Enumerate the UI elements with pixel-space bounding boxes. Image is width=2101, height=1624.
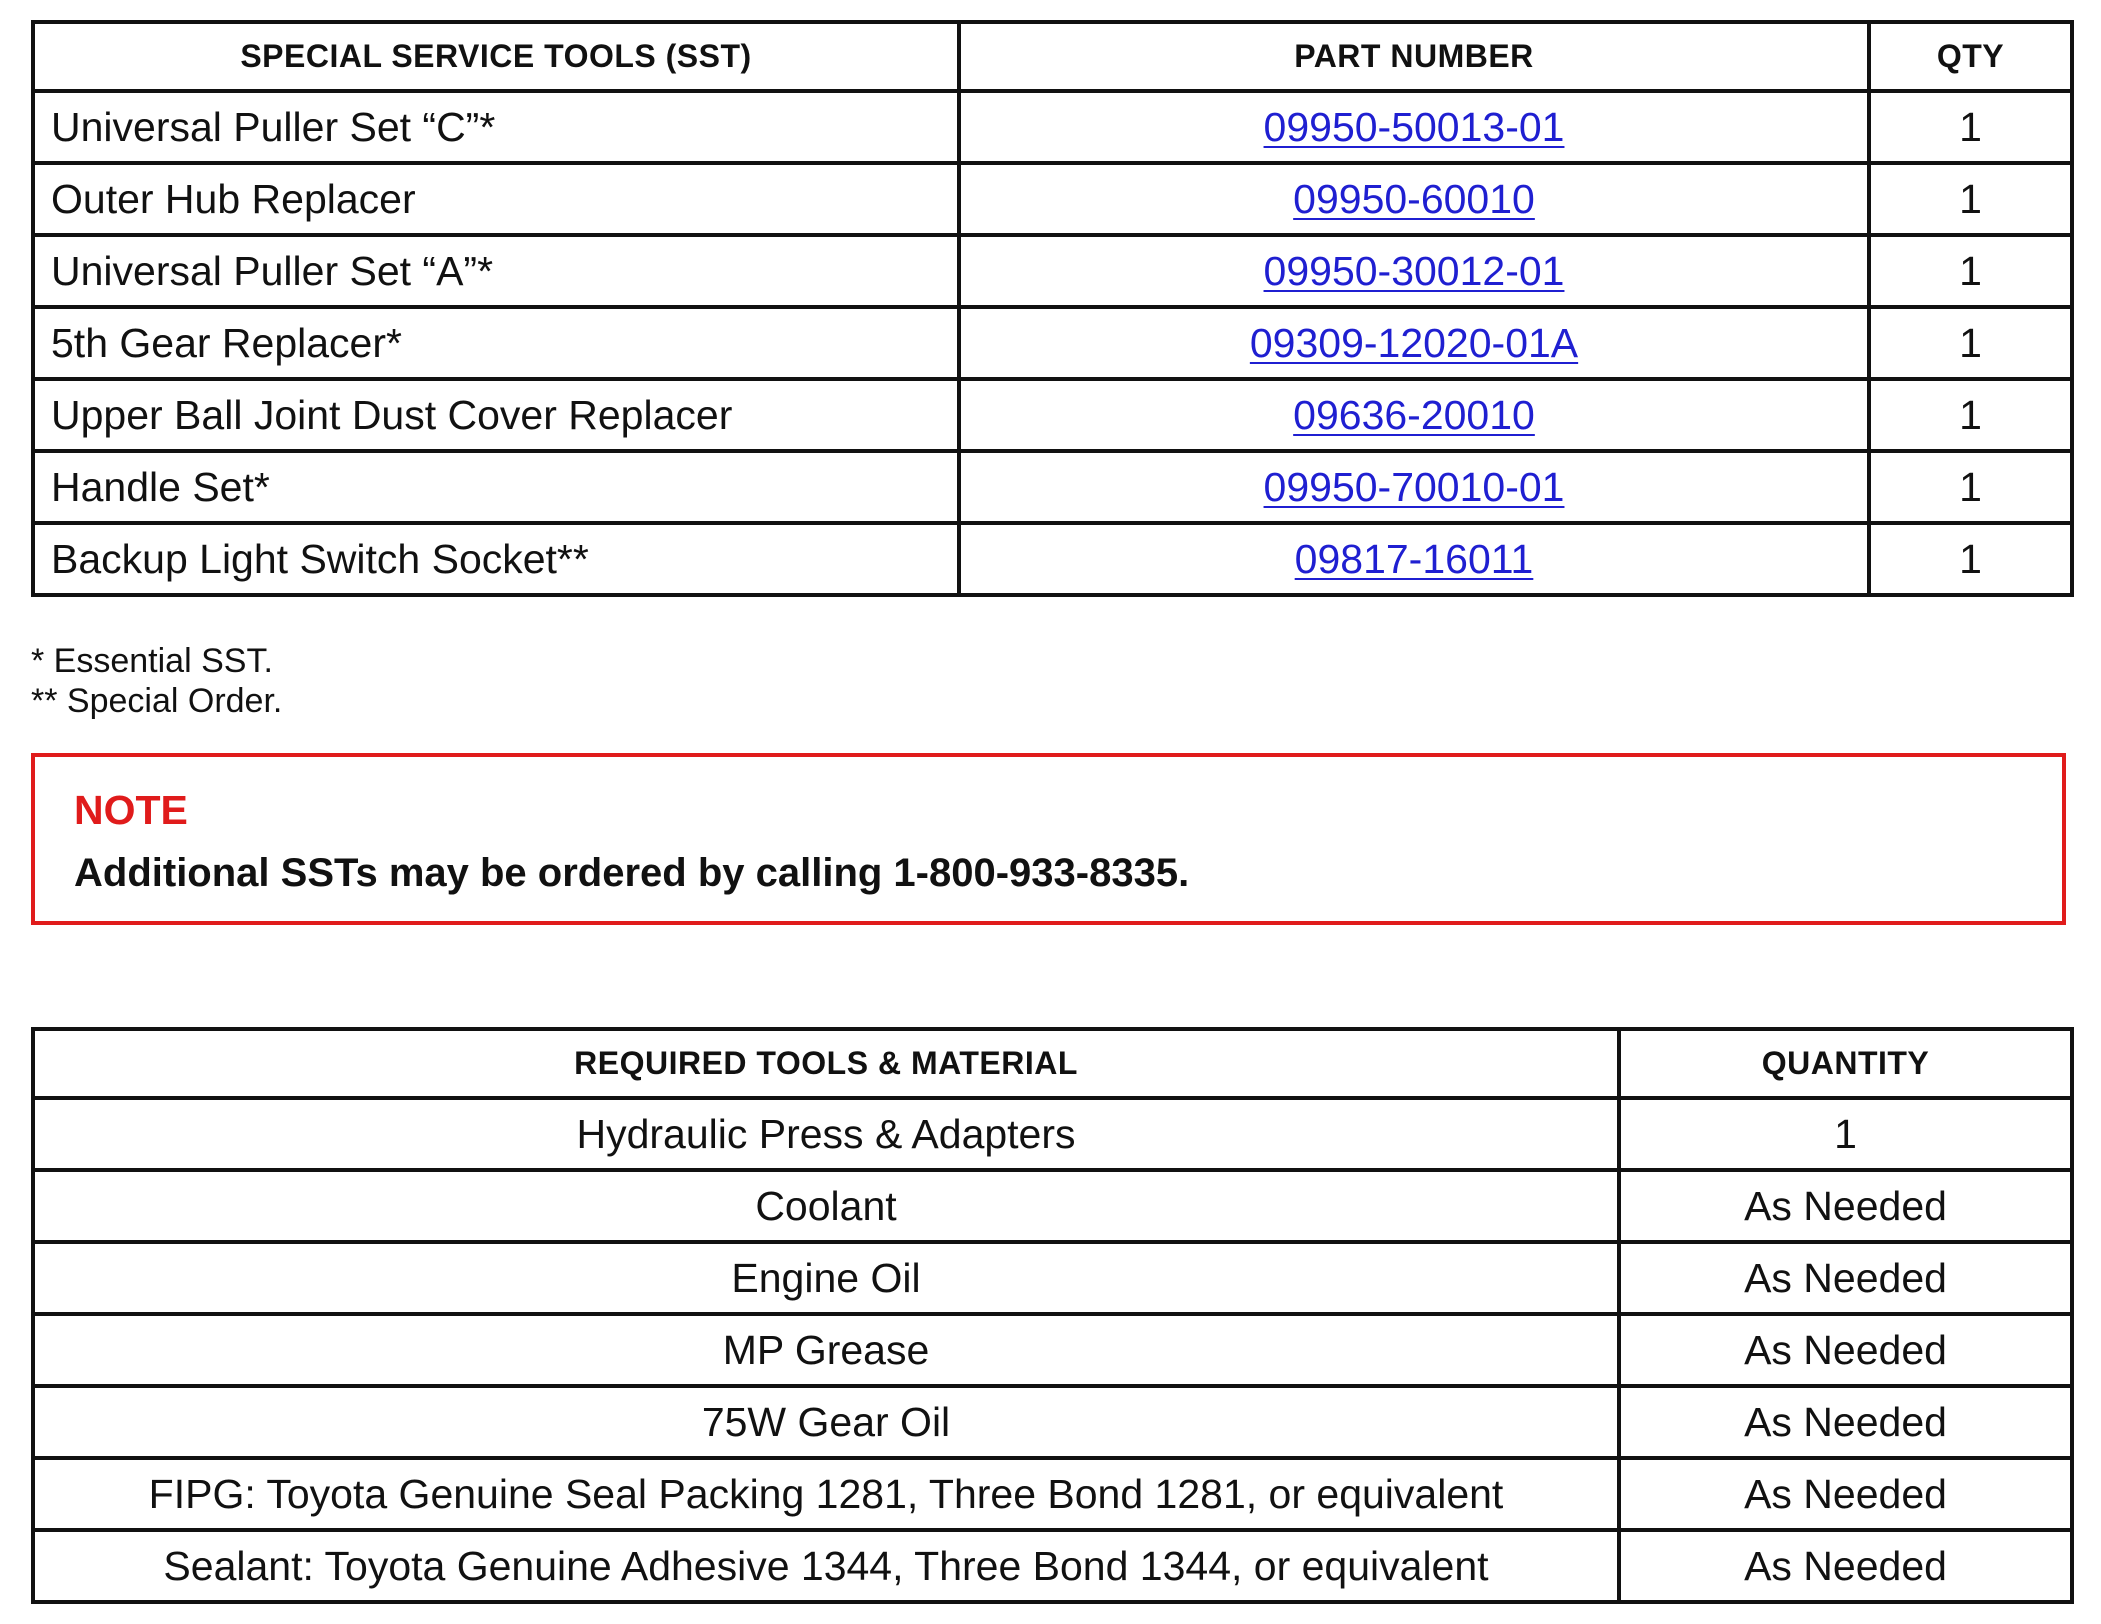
part-number-link[interactable]: 09950-60010 — [1293, 175, 1535, 222]
sst-qty: 1 — [1869, 235, 2072, 307]
sst-tool-name: Upper Ball Joint Dust Cover Replacer — [33, 379, 959, 451]
sst-tool-name: Outer Hub Replacer — [33, 163, 959, 235]
sst-qty: 1 — [1869, 379, 2072, 451]
part-number-link[interactable]: 09636-20010 — [1293, 391, 1535, 438]
sst-header-tool: SPECIAL SERVICE TOOLS (SST) — [33, 22, 959, 91]
required-item: Sealant: Toyota Genuine Adhesive 1344, Three Bond 1344, or equivalent — [33, 1530, 1619, 1602]
footnote-essential: * Essential SST. — [31, 642, 273, 680]
part-number-link[interactable]: 09950-30012-01 — [1263, 247, 1565, 294]
required-item: MP Grease — [33, 1314, 1619, 1386]
table-row — [33, 235, 2072, 307]
sst-qty: 1 — [1869, 307, 2072, 379]
table-row — [33, 1458, 2072, 1530]
part-number-link[interactable]: 09817-16011 — [1294, 535, 1534, 582]
footnote-special-order: ** Special Order. — [31, 682, 283, 720]
required-quantity: As Needed — [1619, 1314, 2072, 1386]
table-row — [33, 1170, 2072, 1242]
required-item: 75W Gear Oil — [33, 1386, 1619, 1458]
sst-header-row — [33, 22, 2072, 91]
table-row — [33, 451, 2072, 523]
part-number-link[interactable]: 09950-50013-01 — [1263, 103, 1565, 150]
sst-table — [31, 20, 2074, 597]
sst-qty: 1 — [1869, 91, 2072, 163]
required-quantity: As Needed — [1619, 1242, 2072, 1314]
required-tools-table — [31, 1027, 2074, 1604]
table-row — [33, 1530, 2072, 1602]
required-quantity: As Needed — [1619, 1458, 2072, 1530]
required-quantity: 1 — [1619, 1098, 2072, 1170]
table-row — [33, 1242, 2072, 1314]
required-header-row — [33, 1029, 2072, 1098]
table-row — [33, 1314, 2072, 1386]
required-item: Engine Oil — [33, 1242, 1619, 1314]
sst-header-part-number: PART NUMBER — [959, 22, 1869, 91]
sst-tool-name: Backup Light Switch Socket** — [33, 523, 959, 595]
note-box — [31, 753, 2066, 925]
sst-qty: 1 — [1869, 163, 2072, 235]
part-number-link[interactable]: 09309-12020-01A — [1249, 319, 1579, 366]
required-quantity: As Needed — [1619, 1170, 2072, 1242]
sst-tool-name: Handle Set* — [33, 451, 959, 523]
sst-tool-name: Universal Puller Set “A”* — [33, 235, 959, 307]
table-row — [33, 163, 2072, 235]
table-row — [33, 307, 2072, 379]
table-row — [33, 1098, 2072, 1170]
sst-qty: 1 — [1869, 523, 2072, 595]
table-row — [33, 91, 2072, 163]
required-item: Coolant — [33, 1170, 1619, 1242]
required-item: Hydraulic Press & Adapters — [33, 1098, 1619, 1170]
sst-tool-name: 5th Gear Replacer* — [33, 307, 959, 379]
table-row — [33, 379, 2072, 451]
required-header-quantity: QUANTITY — [1619, 1029, 2072, 1098]
sst-qty: 1 — [1869, 451, 2072, 523]
required-quantity: As Needed — [1619, 1386, 2072, 1458]
required-quantity: As Needed — [1619, 1530, 2072, 1602]
note-title: NOTE — [74, 787, 188, 833]
sst-header-qty: QTY — [1869, 22, 2072, 91]
table-row — [33, 523, 2072, 595]
part-number-link[interactable]: 09950-70010-01 — [1263, 463, 1565, 510]
table-row — [33, 1386, 2072, 1458]
required-item: FIPG: Toyota Genuine Seal Packing 1281, Three Bond 1281, or equivalent — [33, 1458, 1619, 1530]
note-text: Additional SSTs may be ordered by calling 1-800-933-8335. — [74, 851, 1190, 895]
sst-tool-name: Universal Puller Set “C”* — [33, 91, 959, 163]
required-header-item: REQUIRED TOOLS & MATERIAL — [33, 1029, 1619, 1098]
